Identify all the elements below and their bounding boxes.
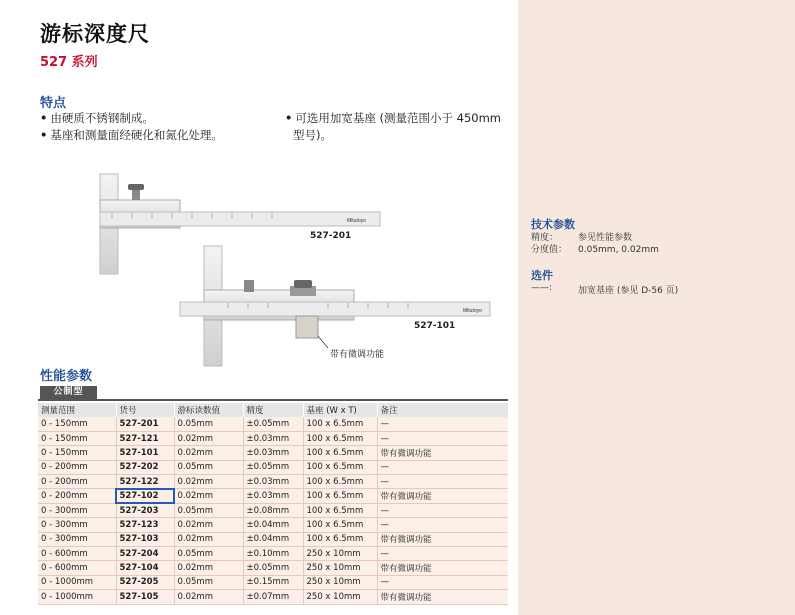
- cell-remarks: —: [377, 460, 508, 474]
- cell-accuracy: ±0.03mm: [243, 446, 303, 460]
- cell-accuracy: ±0.05mm: [243, 417, 303, 431]
- cell-resolution: 0.05mm: [174, 460, 243, 474]
- cell-base: 250 x 10mm: [303, 561, 377, 575]
- cell-range: 0 - 200mm: [38, 475, 116, 489]
- feature-item-continuation: 型号)。: [293, 128, 332, 142]
- product-label-527-201: 527-201: [310, 231, 352, 241]
- cell-code[interactable]: 527-122: [116, 475, 174, 489]
- cell-base: 100 x 6.5mm: [303, 431, 377, 445]
- table-row: [38, 532, 508, 546]
- product-label-527-101: 527-101: [414, 321, 456, 331]
- tech-spec-row: 分度值： 0.05mm, 0.02mm: [531, 245, 659, 255]
- table-row: [38, 561, 508, 575]
- cell-remarks: —: [377, 575, 508, 589]
- options-text: 加宽基座 (参见 D-56 页): [578, 286, 679, 296]
- table-row: [38, 431, 508, 445]
- cell-code[interactable]: 527-204: [116, 547, 174, 561]
- fine-adjust-caption: 带有微调功能: [330, 350, 385, 360]
- cell-resolution: 0.05mm: [174, 417, 243, 431]
- cell-remarks: —: [377, 547, 508, 561]
- feature-item: • 基座和测量面经硬化和氮化处理。: [40, 128, 223, 142]
- cell-base: 100 x 6.5mm: [303, 503, 377, 517]
- cell-range: 0 - 300mm: [38, 503, 116, 517]
- cell-range: 0 - 200mm: [38, 489, 116, 503]
- cell-accuracy: ±0.10mm: [243, 547, 303, 561]
- table-row: [38, 590, 508, 604]
- cell-code[interactable]: 527-123: [116, 518, 174, 532]
- cell-remarks: 带有微调功能: [377, 561, 508, 575]
- cell-accuracy: ±0.03mm: [243, 475, 303, 489]
- cell-code[interactable]: 527-205: [116, 575, 174, 589]
- col-header-code: 货号: [116, 403, 174, 417]
- right-side-panel: [518, 0, 795, 615]
- page-title: 游标深度尺: [40, 22, 150, 46]
- cell-range: 0 - 300mm: [38, 518, 116, 532]
- cell-code[interactable]: 527-104: [116, 561, 174, 575]
- table-row: [38, 417, 508, 431]
- feature-item: • 由硬质不锈钢制成。: [40, 111, 154, 125]
- cell-base: 100 x 6.5mm: [303, 475, 377, 489]
- cell-range: 0 - 1000mm: [38, 575, 116, 589]
- brand-mark-101: Mitutoyo: [463, 308, 482, 314]
- cell-range: 0 - 1000mm: [38, 590, 116, 604]
- cell-accuracy: ±0.03mm: [243, 489, 303, 503]
- col-header-accuracy: 精度: [243, 403, 303, 417]
- cell-code[interactable]: 527-102: [116, 489, 174, 503]
- cell-remarks: 带有微调功能: [377, 446, 508, 460]
- cell-code[interactable]: 527-203: [116, 503, 174, 517]
- series-label: 527 系列: [40, 55, 98, 70]
- cell-resolution: 0.02mm: [174, 431, 243, 445]
- cell-base: 250 x 10mm: [303, 547, 377, 561]
- cell-range: 0 - 150mm: [38, 417, 116, 431]
- tech-spec-row: 精度： 参见性能参数: [531, 233, 633, 243]
- table-top-rule: [38, 399, 508, 401]
- cell-accuracy: ±0.04mm: [243, 532, 303, 546]
- tech-specs-heading: 技术参数: [531, 218, 575, 231]
- cell-resolution: 0.02mm: [174, 518, 243, 532]
- cell-range: 0 - 300mm: [38, 532, 116, 546]
- table-row: [38, 518, 508, 532]
- cell-base: 250 x 10mm: [303, 575, 377, 589]
- table-row: [38, 547, 508, 561]
- cell-remarks: 带有微调功能: [377, 532, 508, 546]
- table-row: [38, 446, 508, 460]
- options-dash: ——:: [531, 283, 553, 293]
- cell-resolution: 0.02mm: [174, 446, 243, 460]
- col-header-resolution: 游标读数值: [174, 403, 243, 417]
- feature-item: • 可选用加宽基座 (测量范围小于 450mm: [285, 111, 502, 125]
- features-heading: 特点: [40, 96, 67, 111]
- cell-resolution: 0.02mm: [174, 489, 243, 503]
- performance-table: [38, 403, 508, 605]
- cell-accuracy: ±0.07mm: [243, 590, 303, 604]
- cell-accuracy: ±0.04mm: [243, 518, 303, 532]
- cell-range: 0 - 600mm: [38, 547, 116, 561]
- metric-type-tab: 公制型: [40, 386, 97, 399]
- features-list-left: [40, 110, 223, 144]
- cell-resolution: 0.02mm: [174, 475, 243, 489]
- cell-resolution: 0.02mm: [174, 532, 243, 546]
- cell-code[interactable]: 527-103: [116, 532, 174, 546]
- cell-accuracy: ±0.05mm: [243, 460, 303, 474]
- cell-resolution: 0.02mm: [174, 590, 243, 604]
- cell-remarks: 带有微调功能: [377, 489, 508, 503]
- cell-resolution: 0.02mm: [174, 561, 243, 575]
- cell-resolution: 0.05mm: [174, 503, 243, 517]
- cell-resolution: 0.05mm: [174, 575, 243, 589]
- cell-remarks: —: [377, 518, 508, 532]
- cell-base: 250 x 10mm: [303, 590, 377, 604]
- cell-range: 0 - 150mm: [38, 431, 116, 445]
- cell-accuracy: ±0.08mm: [243, 503, 303, 517]
- cell-accuracy: ±0.05mm: [243, 561, 303, 575]
- cell-remarks: —: [377, 503, 508, 517]
- cell-remarks: 带有微调功能: [377, 590, 508, 604]
- options-row: [531, 283, 678, 296]
- col-header-base: 基座 (W x T): [303, 403, 377, 417]
- cell-remarks: —: [377, 431, 508, 445]
- cell-accuracy: ±0.03mm: [243, 431, 303, 445]
- table-row: [38, 489, 508, 503]
- cell-base: 100 x 6.5mm: [303, 532, 377, 546]
- brand-mark-201: Mitutoyo: [347, 218, 366, 224]
- cell-remarks: —: [377, 475, 508, 489]
- col-header-range: 测量范围: [38, 403, 116, 417]
- performance-heading: 性能参数: [40, 369, 93, 384]
- table-header-row: [38, 403, 508, 417]
- cell-range: 0 - 600mm: [38, 561, 116, 575]
- cell-code[interactable]: 527-202: [116, 460, 174, 474]
- col-header-remarks: 备注: [377, 403, 508, 417]
- cell-accuracy: ±0.15mm: [243, 575, 303, 589]
- table-row: [38, 575, 508, 589]
- cell-code[interactable]: 527-105: [116, 590, 174, 604]
- cell-base: 100 x 6.5mm: [303, 446, 377, 460]
- cell-base: 100 x 6.5mm: [303, 460, 377, 474]
- tech-specs-list: [531, 232, 659, 256]
- cell-resolution: 0.05mm: [174, 547, 243, 561]
- cell-base: 100 x 6.5mm: [303, 489, 377, 503]
- cell-base: 100 x 6.5mm: [303, 518, 377, 532]
- table-row: [38, 475, 508, 489]
- options-heading: 选件: [531, 269, 553, 282]
- cell-code[interactable]: 527-121: [116, 431, 174, 445]
- cell-range: 0 - 200mm: [38, 460, 116, 474]
- cell-code[interactable]: 527-201: [116, 417, 174, 431]
- table-row: [38, 460, 508, 474]
- table-row: [38, 503, 508, 517]
- cell-remarks: —: [377, 417, 508, 431]
- cell-code[interactable]: 527-101: [116, 446, 174, 460]
- features-list-right: [285, 110, 517, 144]
- cell-base: 100 x 6.5mm: [303, 417, 377, 431]
- cell-range: 0 - 150mm: [38, 446, 116, 460]
